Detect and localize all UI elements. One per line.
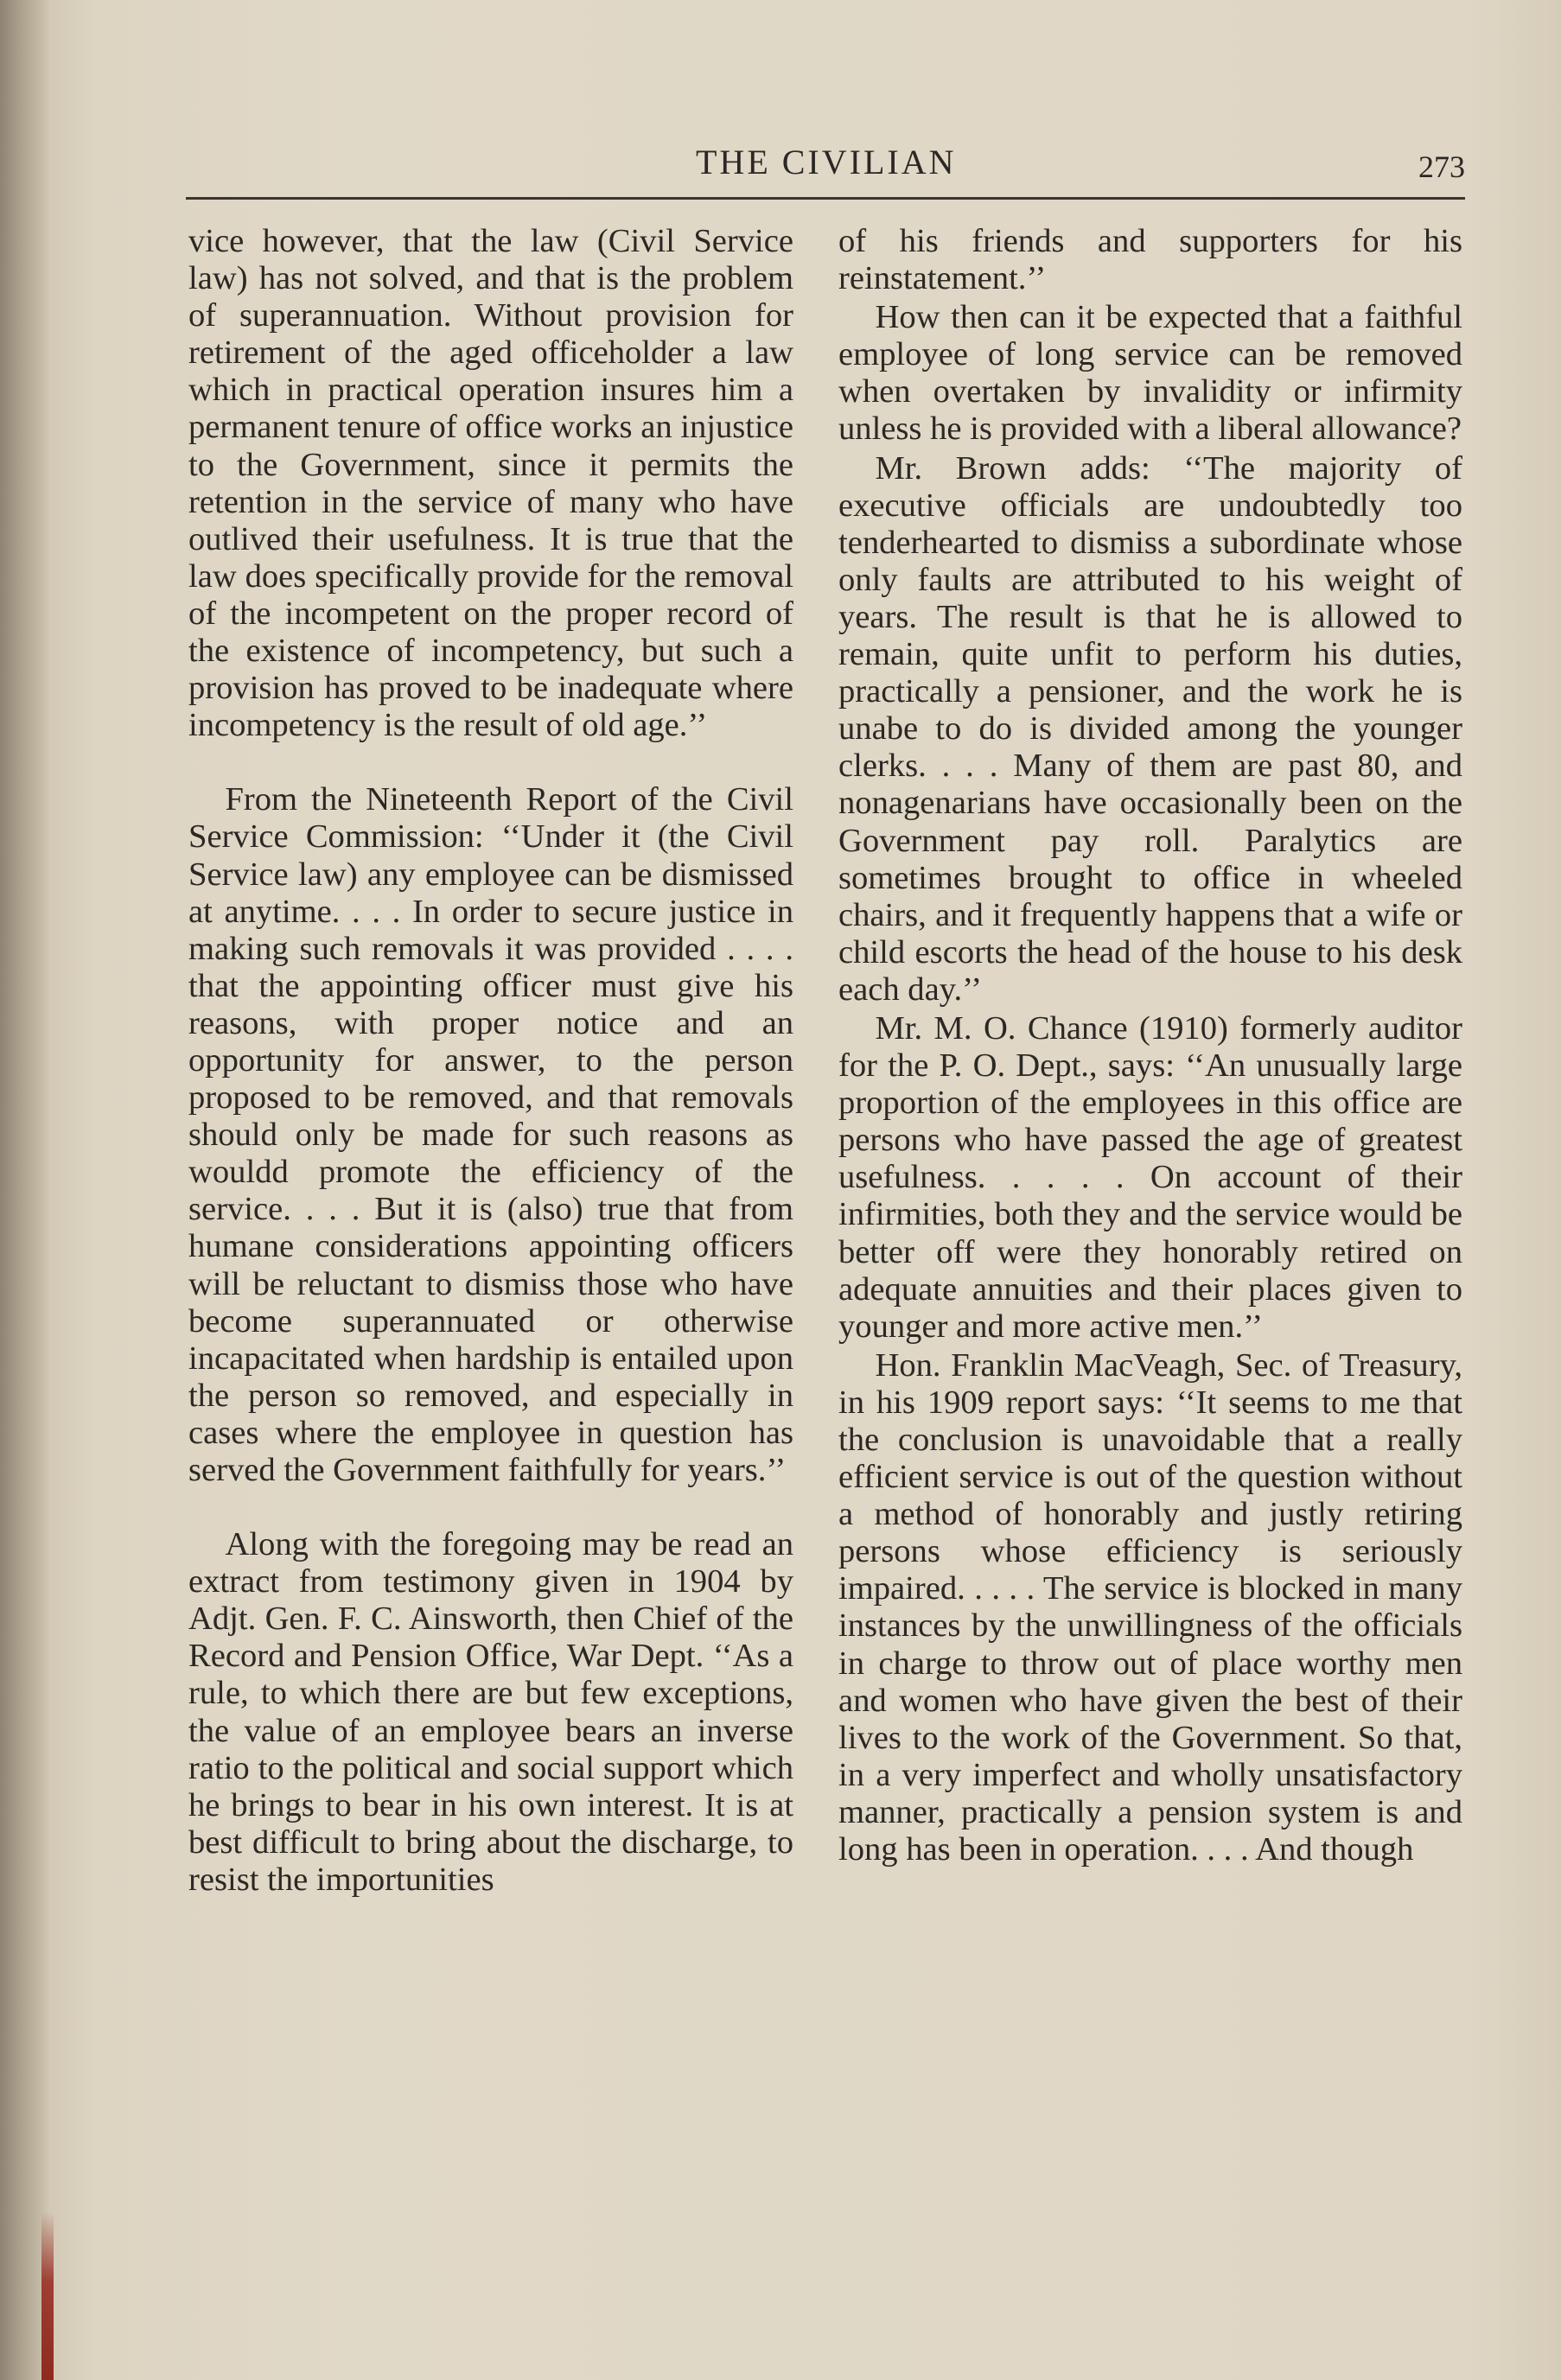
running-title: THE CIVILIAN — [696, 143, 957, 181]
header-rule — [186, 197, 1465, 200]
paragraph: Hon. Franklin MacVeagh, Sec. of Treasury, in his 1909 report says: ‘‘It seems to me that the conclusion is unavoidable that a really efficient service is out of the question without a method of honorably and justly retiring persons whose efficiency is seriously impaired. . . . . The service is blocked in many instances by the unwillingness of the officials in charge to throw out of place worthy men and women who have given the best of their lives to the work of the Government. So that, in a very imperfect and wholly unsatisfactory manner, practically a pension system is and long has been in operation. . . . And though — [838, 1346, 1462, 1868]
paragraph: From the Nineteenth Report of the Civil Service Commission: ‘‘Under it (the Civil Service law) any employee can be dismissed at anytime. . . . In order to secure justice in making such removals it was provided . . . . that the appointing officer must give his reasons, with proper notice and an opportunity for answer, to the person proposed to be removed, and that removals should only be made for such reasons as wouldd promote the efficiency of the service. . . . But it is (also) true that from humane considerations appointing officers will be reluctant to dismiss those who have become superannuated or otherwise incapacitated when hardship is entailed upon the person so removed, and especially in cases where the employee in question has served the Government faithfully for years.’’ — [188, 781, 793, 1488]
right-column — [838, 223, 1462, 1868]
paragraph: Mr. Brown adds: ‘‘The majority of executive officials are undoubtedly too tenderhearted to dismiss a subordinate whose only faults are attributed to his weight of years. The result is that he is allowed to remain, quite unfit to perform his duties, practically a pensioner, and the work he is unabe to do is divided among the younger clerks. . . . Many of them are past 80, and nonagenarians have occasionally been on the Government pay roll. Paralytics are sometimes brought to office in wheeled chairs, and it frequently happens that a wife or child escorts the head of the house to his desk each day.’’ — [838, 449, 1462, 1008]
page-number: 273 — [1418, 150, 1465, 184]
book-spine-shadow — [0, 0, 50, 2380]
binding-edge — [41, 2212, 54, 2380]
paragraph: Along with the foregoing may be read an extract from testimony given in 1904 by Adjt. Gen. F. C. Ainsworth, then Chief of the Record and Pension Office, War Dept. ‘‘As a rule, to which there are but few exceptions, the value of an employee bears an inverse ratio to the political and social support which he brings to bear in his own interest. It is at best difficult to bring about the discharge, to resist the importunities — [188, 1526, 793, 1898]
paragraph: Mr. M. O. Chance (1910) formerly auditor for the P. O. Dept., says: ‘‘An unusually large proportion of the employees in this office are persons who have passed the age of greatest usefulness. . . . . On account of their infirmities, both they and the service would be better off were they honorably retired on adequate annuities and their places given to younger and more active men.’’ — [838, 1009, 1462, 1345]
left-column — [188, 223, 793, 1899]
paragraph: How then can it be expected that a faithful employee of long service can be removed when overtaken by invalidity or infirmity unless he is provided with a liberal allowance? — [838, 299, 1462, 448]
paragraph: vice however, that the law (Civil Service law) has not solved, and that is the problem of superannuation. Without provision for retirement of the aged officeholder a law which in practical operation insures him a permanent tenure of office works an injustice to the Government, since it permits the retention in the service of many who have outlived their usefulness. It is true that the law does specifically provide for the removal of the incompetent on the proper record of the existence of incompetency, but such a provision has proved to be inadequate where incompetency is the result of old age.’’ — [188, 223, 793, 744]
paragraph: of his friends and supporters for his reinstatement.’’ — [838, 223, 1462, 297]
page-header — [186, 138, 1465, 207]
